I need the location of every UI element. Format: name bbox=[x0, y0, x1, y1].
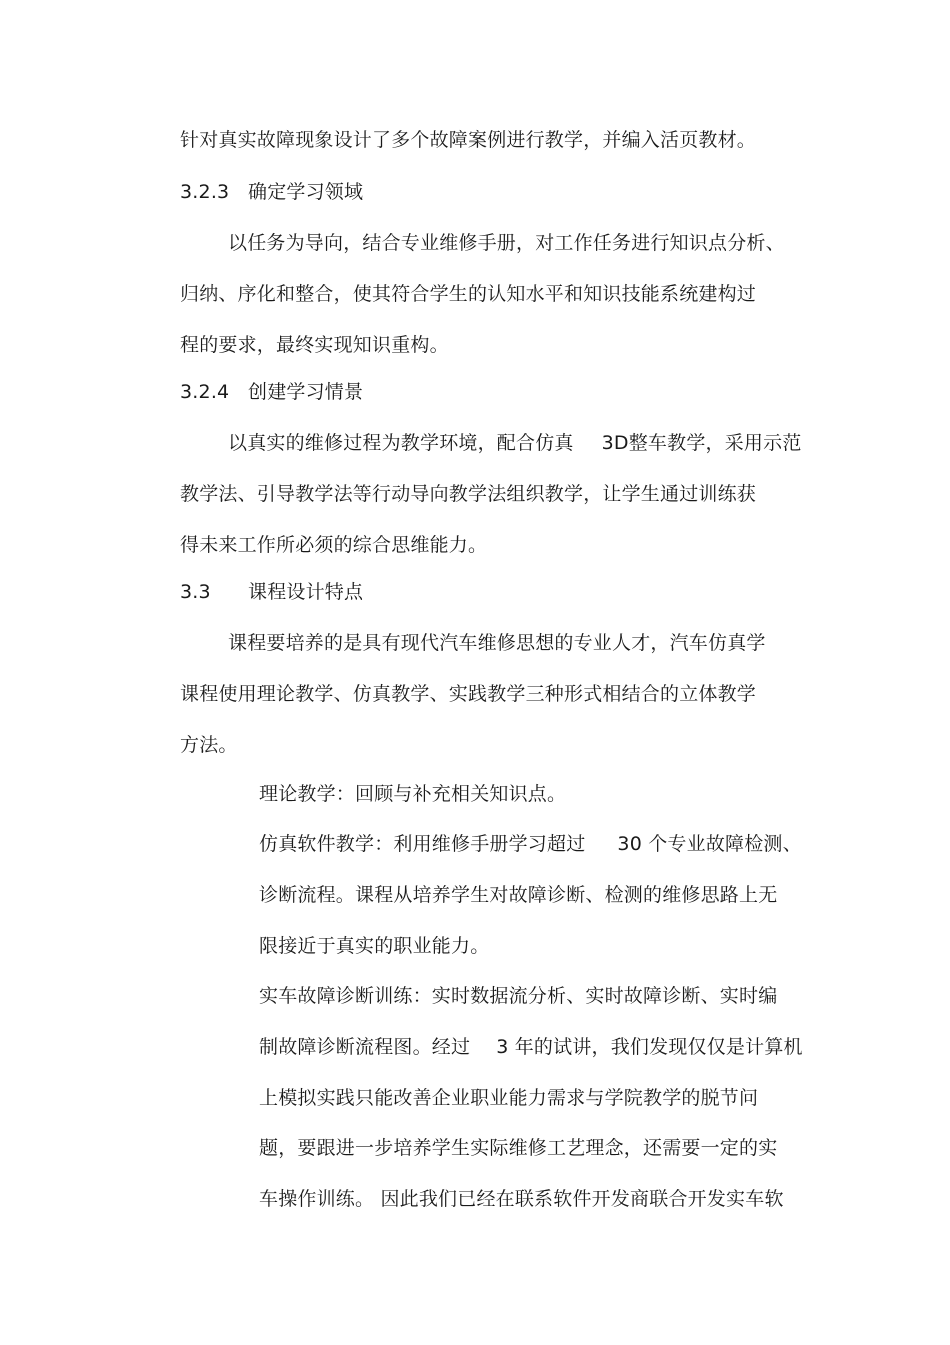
list-item-theory: 理论教学：回顾与补充相关知识点。 bbox=[259, 783, 567, 805]
section-heading-3-3 bbox=[180, 580, 363, 604]
body-line bbox=[228, 431, 802, 455]
list-item-simulation bbox=[259, 832, 802, 856]
section-number: 3.3 bbox=[180, 581, 211, 603]
list-item-line: 限接近于真实的职业能力。 bbox=[259, 935, 490, 957]
body-line: 教学法、引导教学法等行动导向教学法组织教学，让学生通过训练获 bbox=[180, 483, 757, 505]
body-line: 课程要培养的是具有现代汽车维修思想的专业人才，汽车仿真学 bbox=[228, 632, 766, 654]
section-title: 确定学习领域 bbox=[248, 181, 364, 203]
list-item-line: 车操作训练。 因此我们已经在联系软件开发商联合开发实车软 bbox=[259, 1188, 784, 1210]
list-item-line bbox=[259, 1035, 803, 1059]
list-item-part: 仿真软件教学：利用维修手册学习超过 bbox=[259, 833, 586, 855]
body-line: 得未来工作所必须的综合思维能力。 bbox=[180, 534, 488, 556]
section-title: 创建学习情景 bbox=[248, 381, 364, 403]
section-number: 3.2.3 bbox=[180, 181, 230, 203]
section-heading-3-2-3 bbox=[180, 180, 363, 204]
list-item-line: 诊断流程。课程从培养学生对故障诊断、检测的维修思路上无 bbox=[259, 884, 778, 906]
list-item-line: 题，要跟进一步培养学生实际维修工艺理念，还需要一定的实 bbox=[259, 1137, 778, 1159]
body-line: 程的要求，最终实现知识重构。 bbox=[180, 334, 449, 356]
list-item-real-car: 实车故障诊断训练：实时数据流分析、实时故障诊断、实时编 bbox=[259, 985, 778, 1007]
body-line-part: 以真实的维修过程为教学环境，配合仿真 bbox=[228, 432, 574, 454]
body-line-part: 3D整车教学，采用示范 bbox=[601, 432, 802, 454]
section-heading-3-2-4 bbox=[180, 380, 363, 404]
body-line: 以任务为导向，结合专业维修手册，对工作任务进行知识点分析、 bbox=[228, 232, 785, 254]
body-line: 方法。 bbox=[180, 734, 238, 756]
body-line: 针对真实故障现象设计了多个故障案例进行教学，并编入活页教材。 bbox=[180, 129, 757, 151]
body-line: 归纳、序化和整合，使其符合学生的认知水平和知识技能系统建构过 bbox=[180, 283, 757, 305]
list-item-part: 30 个专业故障检测、 bbox=[617, 833, 802, 855]
list-item-part: 制故障诊断流程图。经过 bbox=[259, 1036, 471, 1058]
section-title: 课程设计特点 bbox=[248, 581, 364, 603]
list-item-line: 上模拟实践只能改善企业职业能力需求与学院教学的脱节问 bbox=[259, 1087, 759, 1109]
body-line: 课程使用理论教学、仿真教学、实践教学三种形式相结合的立体教学 bbox=[180, 683, 757, 705]
section-number: 3.2.4 bbox=[180, 381, 230, 403]
list-item-part: 3 年的试讲，我们发现仅仅是计算机 bbox=[496, 1036, 803, 1058]
